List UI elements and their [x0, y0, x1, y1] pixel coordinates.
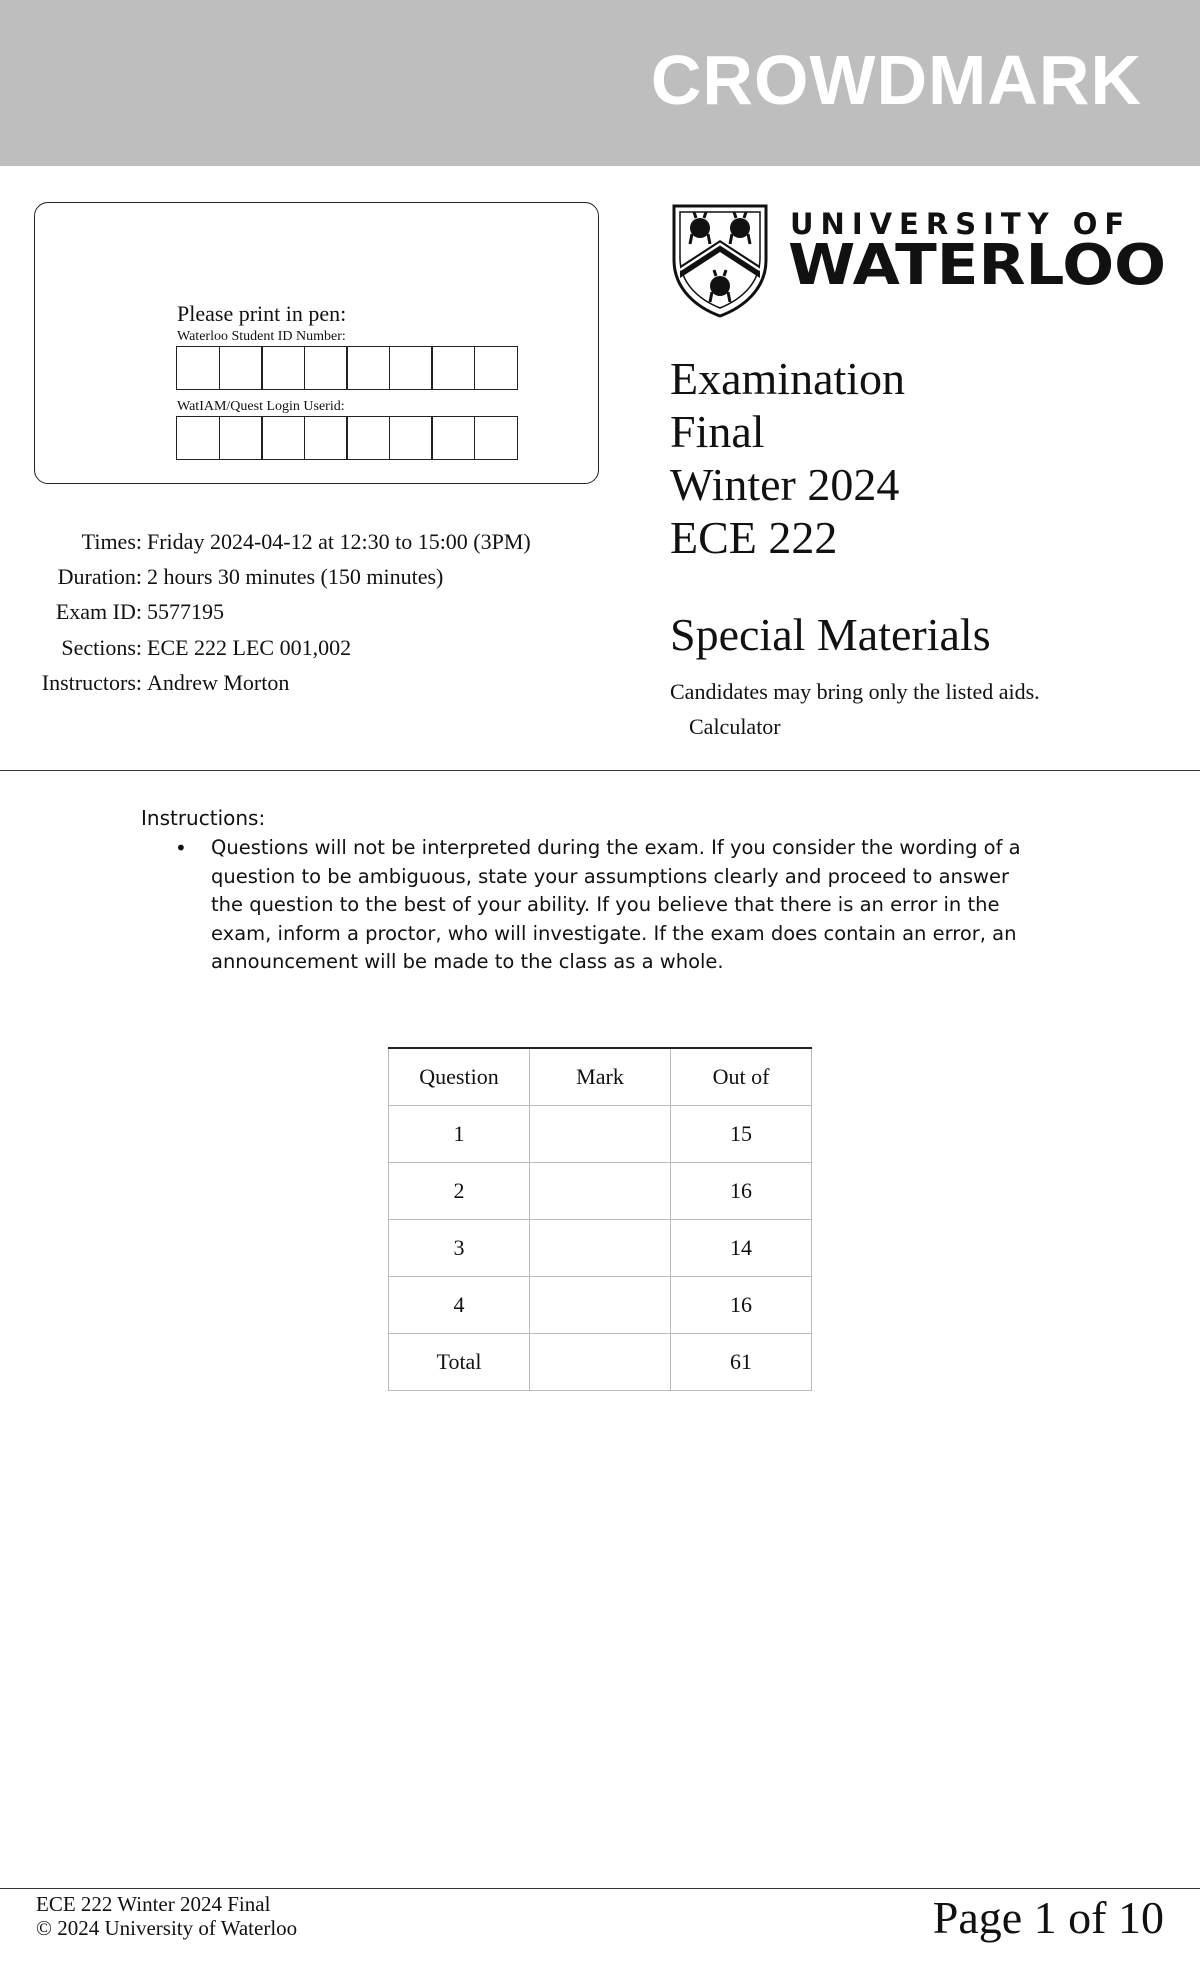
- info-key: Sections:: [61, 634, 142, 660]
- mark-cell[interactable]: [530, 1334, 671, 1391]
- id-cell[interactable]: [474, 346, 518, 390]
- logo-line-1: UNIVERSITY OF: [790, 207, 1132, 241]
- out-of-cell: 16: [671, 1277, 812, 1334]
- exam-info: [34, 524, 531, 700]
- special-materials-title: Special Materials: [670, 609, 991, 660]
- info-row-duration: [34, 559, 531, 594]
- info-row-sections: [34, 630, 531, 665]
- exam-course: ECE 222: [670, 512, 838, 563]
- marks-table: [388, 1047, 812, 1391]
- info-value: ECE 222 LEC 001,002: [147, 634, 352, 660]
- id-cell[interactable]: [389, 346, 433, 390]
- userid-cell[interactable]: [176, 416, 220, 460]
- mark-cell[interactable]: [530, 1163, 671, 1220]
- table-row: [389, 1163, 812, 1220]
- header-mark: Mark: [530, 1048, 671, 1106]
- id-cell[interactable]: [219, 346, 263, 390]
- mark-cell[interactable]: [530, 1220, 671, 1277]
- info-value: 2 hours 30 minutes (150 minutes): [147, 563, 444, 589]
- out-of-cell: 16: [671, 1163, 812, 1220]
- student-id-box: [34, 202, 599, 484]
- header-out-of: Out of: [671, 1048, 812, 1106]
- footer-info: [36, 1892, 297, 1940]
- table-header-row: [389, 1048, 812, 1106]
- aids-note: Candidates may bring only the listed aids.: [670, 679, 1040, 704]
- footer-copyright: © 2024 University of Waterloo: [36, 1916, 298, 1940]
- id-cell[interactable]: [431, 346, 475, 390]
- info-key: Instructors:: [41, 669, 142, 695]
- print-in-pen-label: Please print in pen:: [177, 301, 347, 326]
- crowdmark-banner: [0, 0, 1200, 166]
- question-cell: 2: [389, 1163, 530, 1220]
- table-row: [389, 1277, 812, 1334]
- userid-cell[interactable]: [346, 416, 390, 460]
- info-key: Exam ID:: [55, 599, 142, 625]
- id-cell[interactable]: [346, 346, 390, 390]
- footer-course: ECE 222 Winter 2024 Final: [36, 1892, 271, 1916]
- id-cell[interactable]: [261, 346, 305, 390]
- student-id-cells[interactable]: [176, 346, 518, 390]
- exam-kind: Final: [670, 406, 765, 457]
- table-row-total: [389, 1334, 812, 1391]
- question-cell: 1: [389, 1106, 530, 1163]
- info-row-times: [34, 524, 531, 559]
- userid-cell[interactable]: [474, 416, 518, 460]
- student-id-label: Waterloo Student ID Number:: [177, 329, 346, 344]
- table-row: [389, 1220, 812, 1277]
- university-of-waterloo-logo: [672, 204, 1172, 320]
- userid-cell[interactable]: [261, 416, 305, 460]
- out-of-cell: 15: [671, 1106, 812, 1163]
- question-cell: 4: [389, 1277, 530, 1334]
- out-of-cell: 61: [671, 1334, 812, 1391]
- instructions-title: Instructions:: [141, 806, 266, 830]
- exam-heading: [670, 352, 905, 564]
- info-row-instructors: [34, 665, 531, 700]
- page-number: Page 1 of 10: [932, 1892, 1164, 1943]
- bullet-icon: •: [175, 836, 187, 860]
- waterloo-crest-icon: [674, 206, 766, 316]
- mark-cell[interactable]: [530, 1106, 671, 1163]
- info-value: Friday 2024-04-12 at 12:30 to 15:00 (3PM): [147, 528, 531, 554]
- userid-cell[interactable]: [431, 416, 475, 460]
- info-key: Times:: [81, 528, 142, 554]
- logo-line-2: WATERLOO: [788, 233, 1166, 298]
- userid-cell[interactable]: [304, 416, 348, 460]
- info-value: Andrew Morton: [147, 669, 290, 695]
- crowdmark-title: CROWDMARK: [650, 41, 1142, 119]
- info-value: 5577195: [147, 599, 224, 625]
- id-cell[interactable]: [176, 346, 220, 390]
- info-row-exam-id: [34, 595, 531, 630]
- question-cell: 3: [389, 1220, 530, 1277]
- exam-type: Examination: [670, 353, 906, 404]
- aid-calculator: Calculator: [689, 714, 781, 739]
- header-question: Question: [389, 1048, 530, 1106]
- question-cell: Total: [389, 1334, 530, 1391]
- exam-term: Winter 2024: [670, 459, 900, 510]
- divider: [0, 770, 1200, 771]
- instructions-text: Questions will not be interpreted during the exam. If you consider the wording of a question to be ambiguous, state your assumptions clearly and proceed to answer the question to the best of your ability. If you believe that there is an error in the exam, inform a proctor, who will investigate. If the exam does contain an error, an announcement will be made to the class as a whole.: [211, 836, 1021, 974]
- userid-label: WatIAM/Quest Login Userid:: [177, 399, 345, 414]
- userid-cell[interactable]: [389, 416, 433, 460]
- out-of-cell: 14: [671, 1220, 812, 1277]
- mark-cell[interactable]: [530, 1277, 671, 1334]
- userid-cell[interactable]: [219, 416, 263, 460]
- table-row: [389, 1106, 812, 1163]
- info-key: Duration:: [57, 563, 142, 589]
- userid-cells[interactable]: [176, 416, 518, 460]
- footer-divider: [0, 1888, 1200, 1889]
- id-cell[interactable]: [304, 346, 348, 390]
